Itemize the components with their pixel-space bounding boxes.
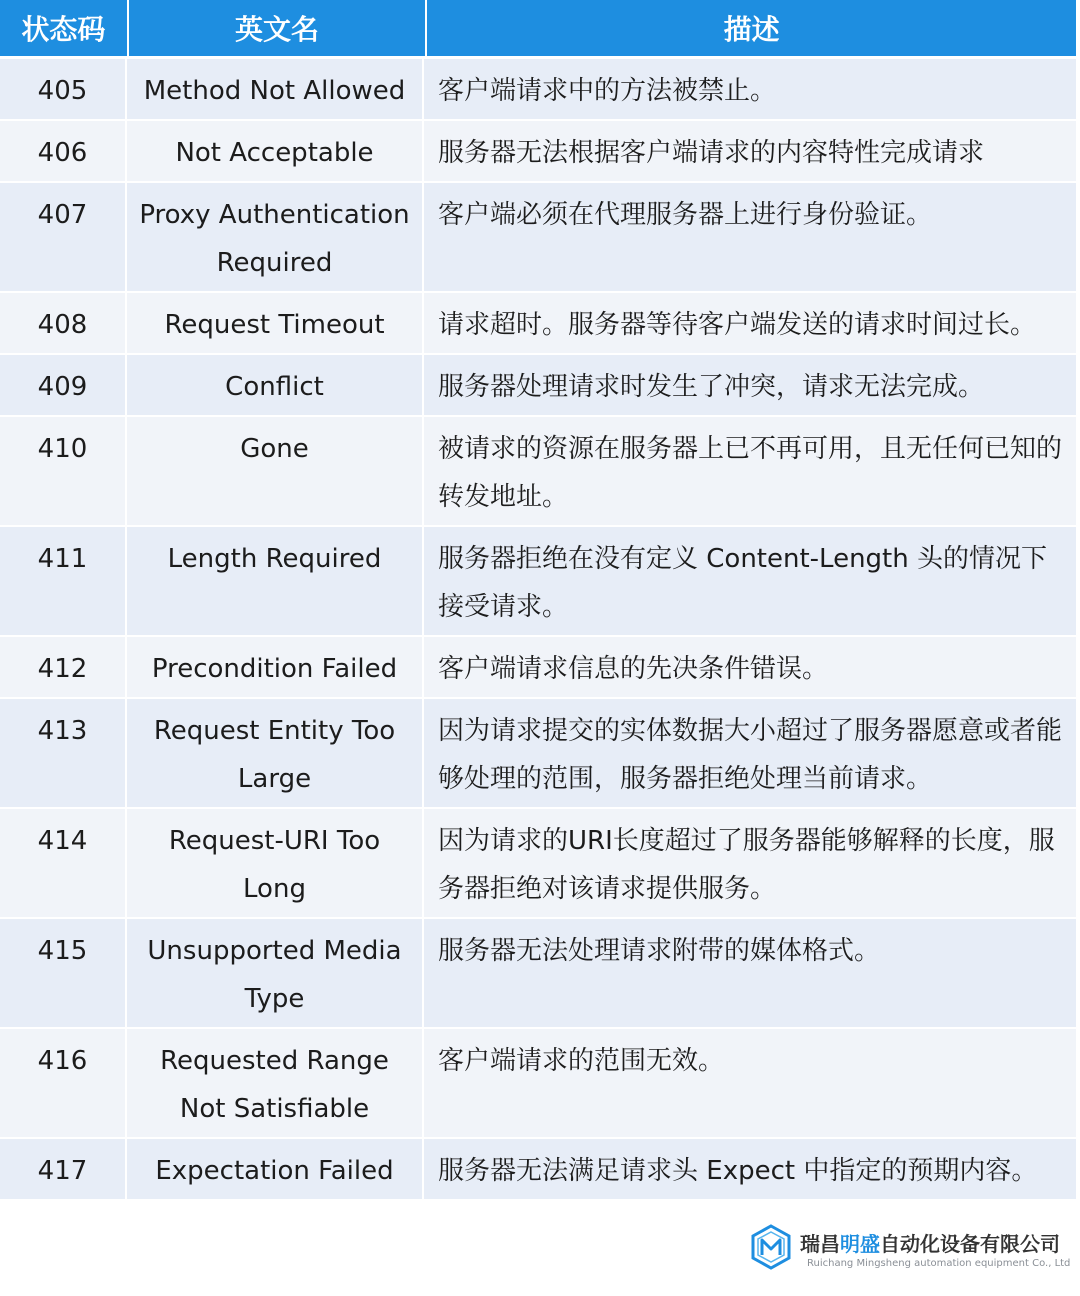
english-name: Proxy Authentication Required — [127, 183, 424, 291]
description: 因为请求的URI长度超过了服务器能够解释的长度，服务器拒绝对该请求提供服务。 — [438, 826, 1055, 904]
header-description: 描述 — [723, 13, 780, 46]
table-row — [0, 415, 1076, 525]
status-code: 417 — [0, 1139, 127, 1199]
status-code: 410 — [0, 417, 127, 525]
description: 服务器处理请求时发生了冲突，请求无法完成。 — [438, 372, 985, 402]
description: 服务器无法处理请求附带的媒体格式。 — [438, 936, 881, 966]
header-english-name: 英文名 — [129, 0, 427, 56]
status-code: 413 — [0, 699, 127, 807]
table-row — [0, 291, 1076, 353]
table-row — [0, 353, 1076, 415]
description: 服务器拒绝在没有定义 Content-Length 头的情况下接受请求。 — [438, 544, 1047, 622]
company-name — [800, 1228, 1060, 1257]
description: 请求超时。服务器等待客户端发送的请求时间过长。 — [438, 310, 1037, 340]
status-code: 406 — [0, 121, 127, 181]
table-row — [0, 119, 1076, 181]
english-name: Length Required — [127, 527, 424, 635]
hexagon-m-logo-icon — [750, 1224, 792, 1270]
status-code: 415 — [0, 919, 127, 1027]
company-footer — [750, 1222, 1080, 1292]
status-code: 414 — [0, 809, 127, 917]
english-name: Request Entity Too Large — [127, 699, 424, 807]
description: 服务器无法满足请求头 Expect 中指定的预期内容。 — [438, 1156, 1038, 1186]
english-name: Not Acceptable — [127, 121, 424, 181]
status-code: 407 — [0, 183, 127, 291]
table-row — [0, 1137, 1076, 1199]
english-name: Method Not Allowed — [127, 59, 424, 119]
english-name: Precondition Failed — [127, 637, 424, 697]
status-code: 409 — [0, 355, 127, 415]
table-row — [0, 59, 1076, 119]
table-header — [0, 0, 1076, 59]
description: 客户端请求的范围无效。 — [438, 1046, 725, 1076]
description: 客户端请求信息的先决条件错误。 — [438, 654, 829, 684]
description: 服务器无法根据客户端请求的内容特性完成请求 — [438, 138, 985, 168]
table-row — [0, 181, 1076, 291]
status-code: 412 — [0, 637, 127, 697]
english-name: Request-URI Too Long — [127, 809, 424, 917]
english-name: Unsupported Media Type — [127, 919, 424, 1027]
status-code: 416 — [0, 1029, 127, 1137]
header-code: 状态码 — [0, 0, 129, 56]
english-name: Conflict — [127, 355, 424, 415]
status-code: 405 — [0, 59, 127, 119]
english-name: Expectation Failed — [127, 1139, 424, 1199]
company-highlight: 明盛 — [840, 1232, 880, 1256]
description: 被请求的资源在服务器上已不再可用，且无任何已知的转发地址。 — [438, 434, 1063, 512]
company-english-name: Ruichang Mingsheng automation equipment Co., Ltd — [807, 1258, 1071, 1269]
table-row — [0, 697, 1076, 807]
description: 客户端必须在代理服务器上进行身份验证。 — [438, 200, 933, 230]
description: 因为请求提交的实体数据大小超过了服务器愿意或者能够处理的范围，服务器拒绝处理当前请求。 — [438, 716, 1063, 794]
status-code: 411 — [0, 527, 127, 635]
english-name: Request Timeout — [127, 293, 424, 353]
table-row — [0, 917, 1076, 1027]
company-suffix: 自动化设备有限公司 — [880, 1232, 1060, 1256]
description: 客户端请求中的方法被禁止。 — [438, 76, 777, 106]
table-row — [0, 1027, 1076, 1137]
status-code: 408 — [0, 293, 127, 353]
english-name: Requested Range Not Satisfiable — [127, 1029, 424, 1137]
table-row — [0, 635, 1076, 697]
table-row — [0, 525, 1076, 635]
english-name: Gone — [127, 417, 424, 525]
table-row — [0, 807, 1076, 917]
company-prefix: 瑞昌 — [800, 1232, 840, 1256]
